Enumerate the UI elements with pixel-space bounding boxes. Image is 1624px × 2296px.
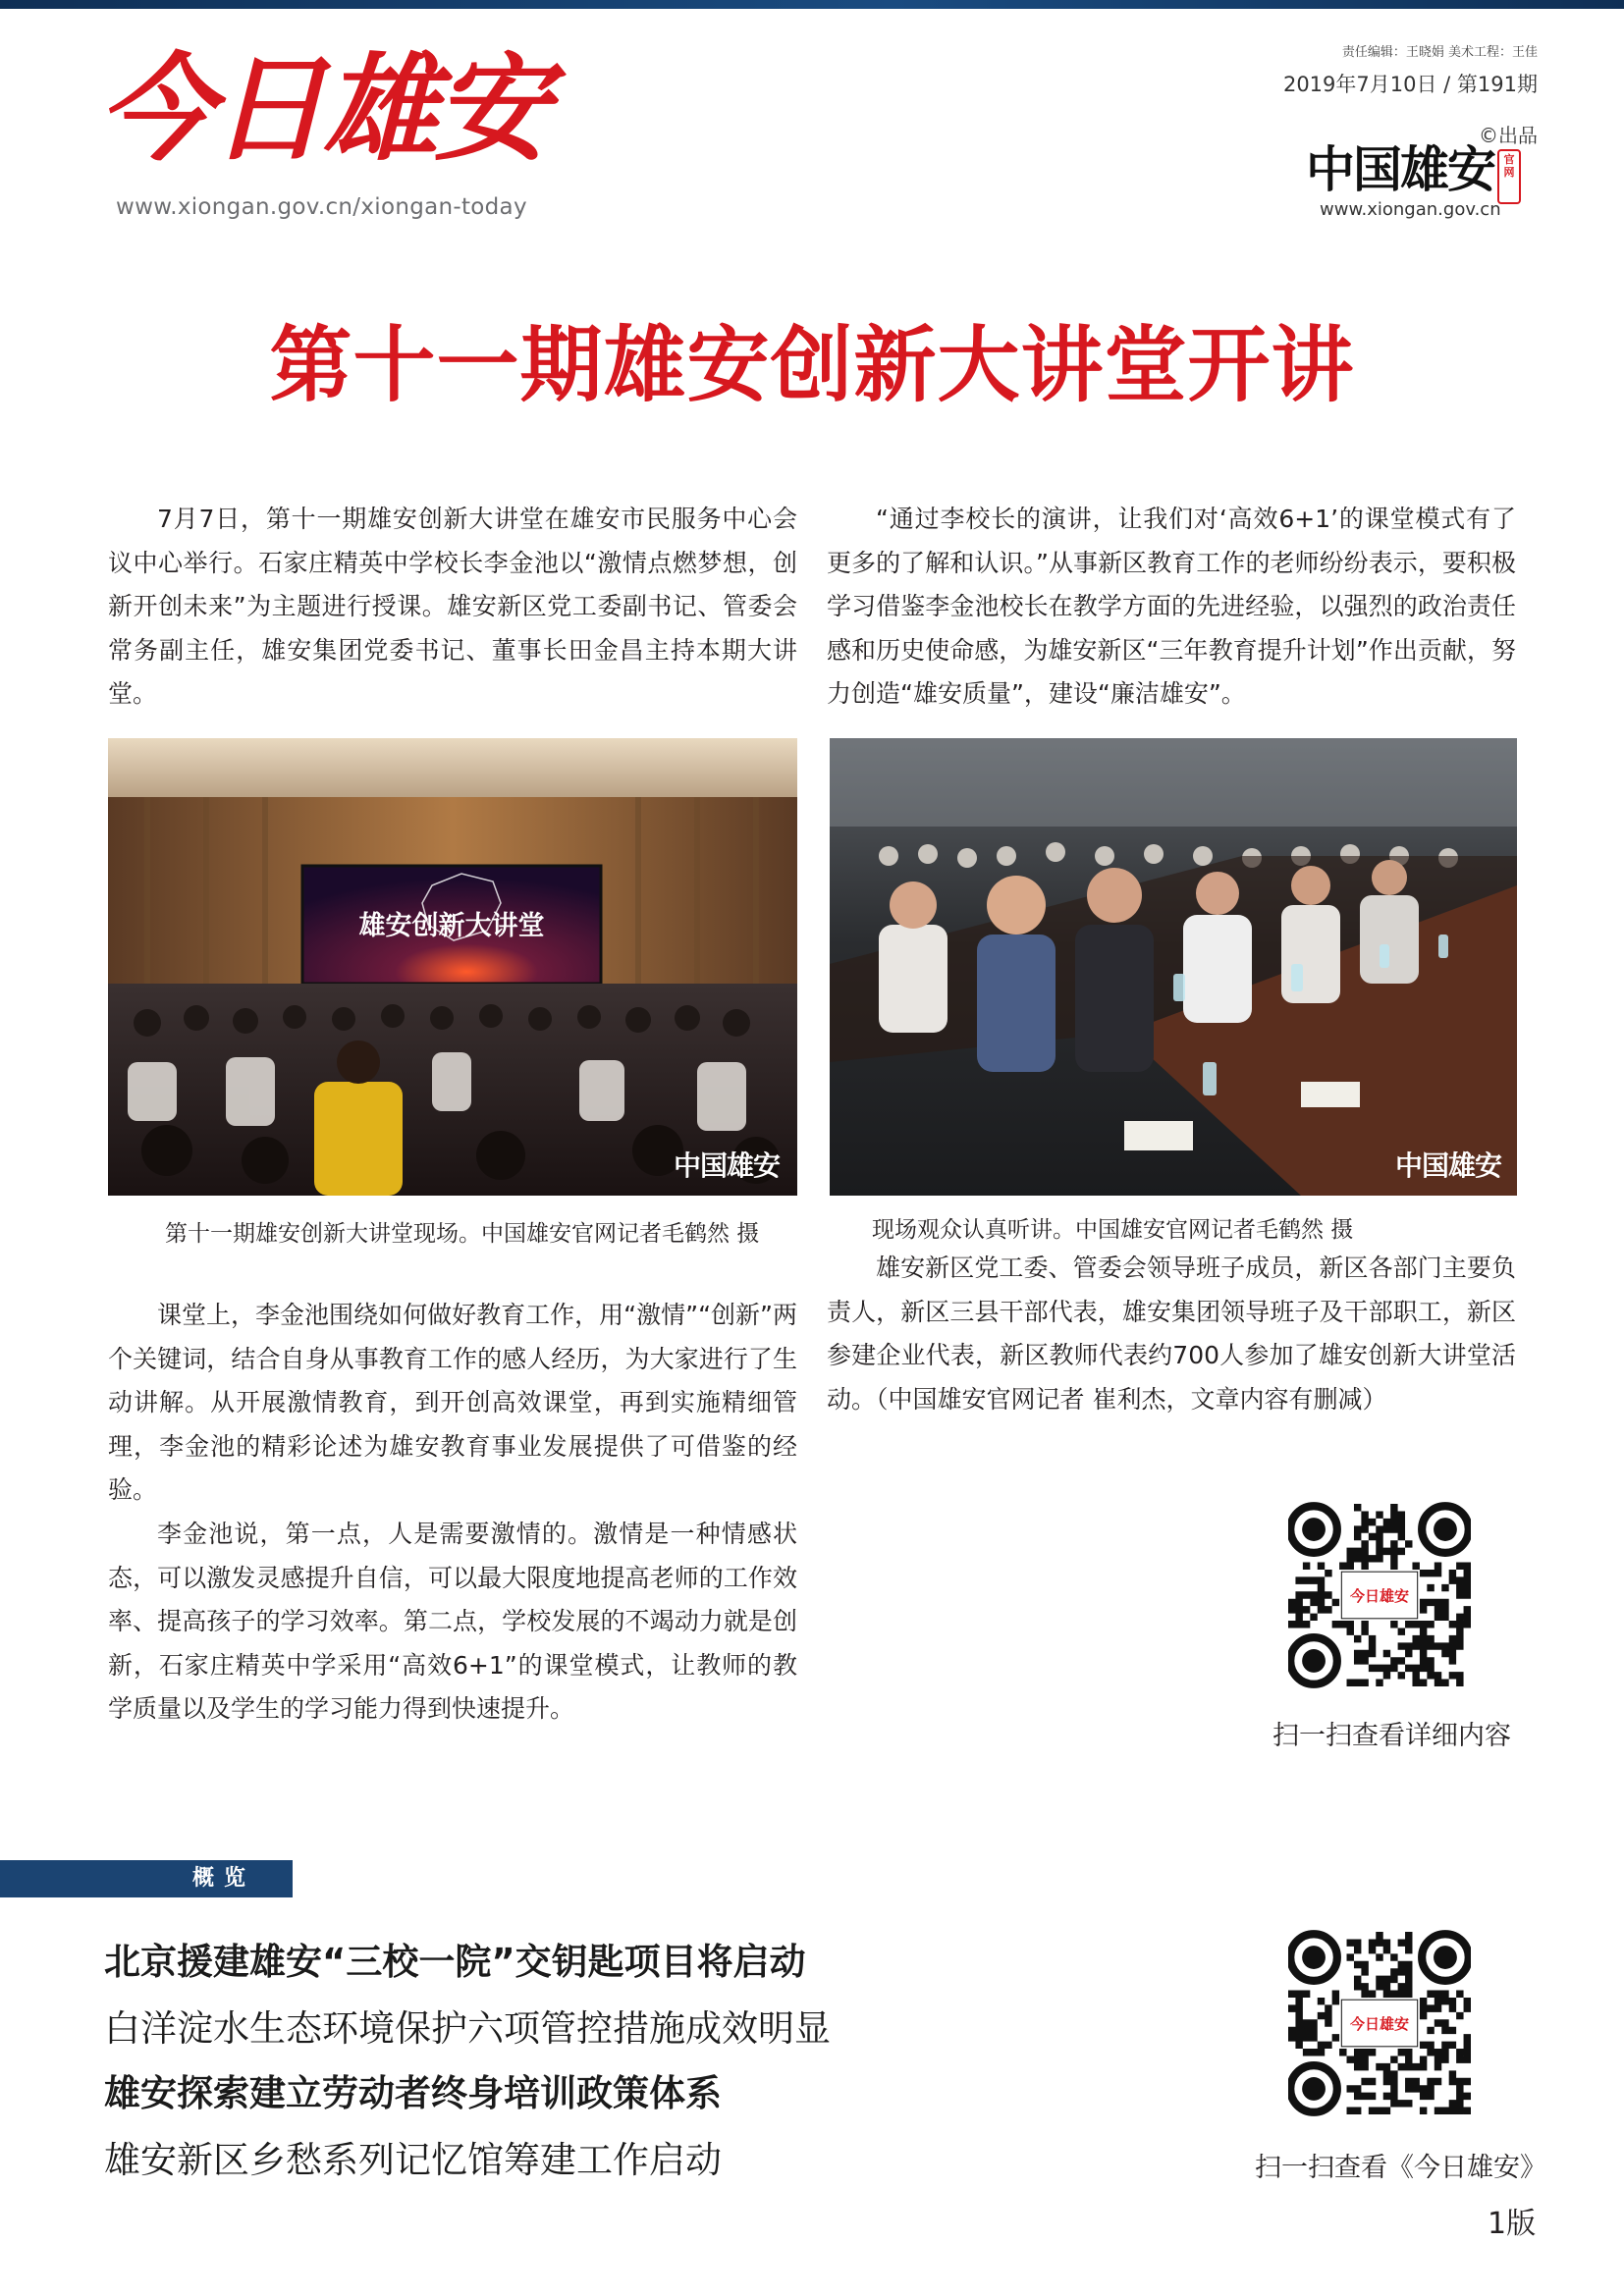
brand-seal: 官网 xyxy=(1497,149,1521,204)
qr-finder-pattern xyxy=(1290,1934,1337,1981)
article-column-2-top xyxy=(827,498,1516,717)
page-number: 1版 xyxy=(1488,2207,1537,2241)
overview-label: 概览 xyxy=(192,1866,256,1891)
paragraph: “通过李校长的演讲，让我们对‘高效6+1’的课堂模式有了更多的了解和认识。”从事新区教育工作的老师纷纷表示，要积极学习借鉴李金池校长在教学方面的先进经验，以强烈的政治责任感和历史使命感，为雄安新区“三年教育提升计划”作出贡献，努力创造“雄安质量”，建设“廉洁雄安”。 xyxy=(827,505,1516,709)
paragraph: 7月7日，第十一期雄安创新大讲堂在雄安市民服务中心会议中心举行。石家庄精英中学校长李金池以“激情点燃梦想，创新开创未来”为主题进行授课。雄安新区党工委副书记、管委会常务副主任，雄安集团党委书记、董事长田金昌主持本期大讲堂。 xyxy=(108,505,797,709)
photo-caption-2: 现场观众认真听讲。中国雄安官网记者毛鹤然 摄 xyxy=(872,1217,1354,1243)
qr-label-details: 扫一扫查看详细内容 xyxy=(1272,1721,1511,1751)
audience-photo xyxy=(830,738,1517,1196)
photo-watermark: 中国雄安 xyxy=(674,1149,781,1182)
qr-center-text: 今日雄安 xyxy=(1349,1586,1410,1605)
qr-code-today[interactable] xyxy=(1288,1916,1471,2130)
article-column-2-bottom xyxy=(827,1247,1516,1421)
screen-title: 雄安创新大讲堂 xyxy=(358,911,545,941)
paragraph: 课堂上，李金池围绕如何做好教育工作，用“激情”“创新”两个关键词，结合自身从事教育工作的感人经历，为大家进行了生动讲解。从开展激情教育，到开创高效课堂，再到实施精细管理，李金池的精彩论述为雄安教育事业发展提供了可借鉴的经验。 xyxy=(108,1301,797,1505)
lecture-hall-illustration xyxy=(108,738,797,1196)
overview-item[interactable]: 白洋淀水生态环境保护六项管控措施成效明显 xyxy=(104,2007,831,2050)
overview-item[interactable]: 北京援建雄安“三校一院”交钥匙项目将启动 xyxy=(104,1941,806,1983)
brand-logo: 中国雄安 xyxy=(1306,140,1494,198)
issue-date: 2019年7月10日 / 第191期 xyxy=(1282,73,1538,96)
brand-url[interactable]: www.xiongan.gov.cn xyxy=(1320,199,1501,220)
article-column-1-bottom xyxy=(108,1294,797,1732)
qr-finder-pattern xyxy=(1422,1934,1469,1981)
produced-by: ©出品 xyxy=(1479,124,1538,147)
audience-illustration xyxy=(830,738,1517,1196)
masthead-logo: 今日雄安 xyxy=(98,40,547,177)
overview-item[interactable]: 雄安探索建立劳动者终身培训政策体系 xyxy=(104,2072,722,2114)
lecture-hall-photo xyxy=(108,738,797,1196)
headline: 第十一期雄安创新大讲堂开讲 xyxy=(269,316,1355,413)
paragraph: 雄安新区党工委、管委会领导班子成员，新区各部门主要负责人，新区三县干部代表，雄安集团领导班子及干部职工，新区参建企业代表，新区教师代表约700人参加了雄安创新大讲堂活动。（中国雄安官网记者 崔利杰，文章内容有删减） xyxy=(827,1254,1516,1414)
qr-code-details[interactable] xyxy=(1288,1488,1471,1702)
overview-item[interactable]: 雄安新区乡愁系列记忆馆筹建工作启动 xyxy=(104,2139,722,2181)
qr-finder-pattern xyxy=(1290,1506,1337,1553)
qr-label-today: 扫一扫查看《今日雄安》 xyxy=(1255,2153,1546,2183)
qr-code-icon xyxy=(1288,1488,1471,1702)
qr-code-icon xyxy=(1288,1916,1471,2130)
top-color-bar xyxy=(0,0,1624,9)
qr-finder-pattern xyxy=(1422,1506,1469,1553)
qr-finder-pattern xyxy=(1290,1637,1337,1684)
qr-finder-pattern xyxy=(1290,2065,1337,2112)
article-column-1-top xyxy=(108,498,797,717)
photo-watermark: 中国雄安 xyxy=(1395,1149,1502,1182)
paragraph: 李金池说，第一点，人是需要激情的。激情是一种情感状态，可以激发灵感提升自信，可以最大限度地提高老师的工作效率、提高孩子的学习效率。第二点，学校发展的不竭动力就是创新，石家庄精英中学采用“高效6+1”的课堂模式，让教师的教学质量以及学生的学习能力得到快速提升。 xyxy=(108,1519,797,1724)
qr-center-text: 今日雄安 xyxy=(1349,2014,1410,2033)
masthead-url[interactable]: www.xiongan.gov.cn/xiongan-today xyxy=(116,194,527,220)
editors-credit: 责任编辑：王晓娟 美术工程：王佳 xyxy=(1341,45,1538,60)
photo-caption-1: 第十一期雄安创新大讲堂现场。中国雄安官网记者毛鹤然 摄 xyxy=(165,1221,760,1247)
